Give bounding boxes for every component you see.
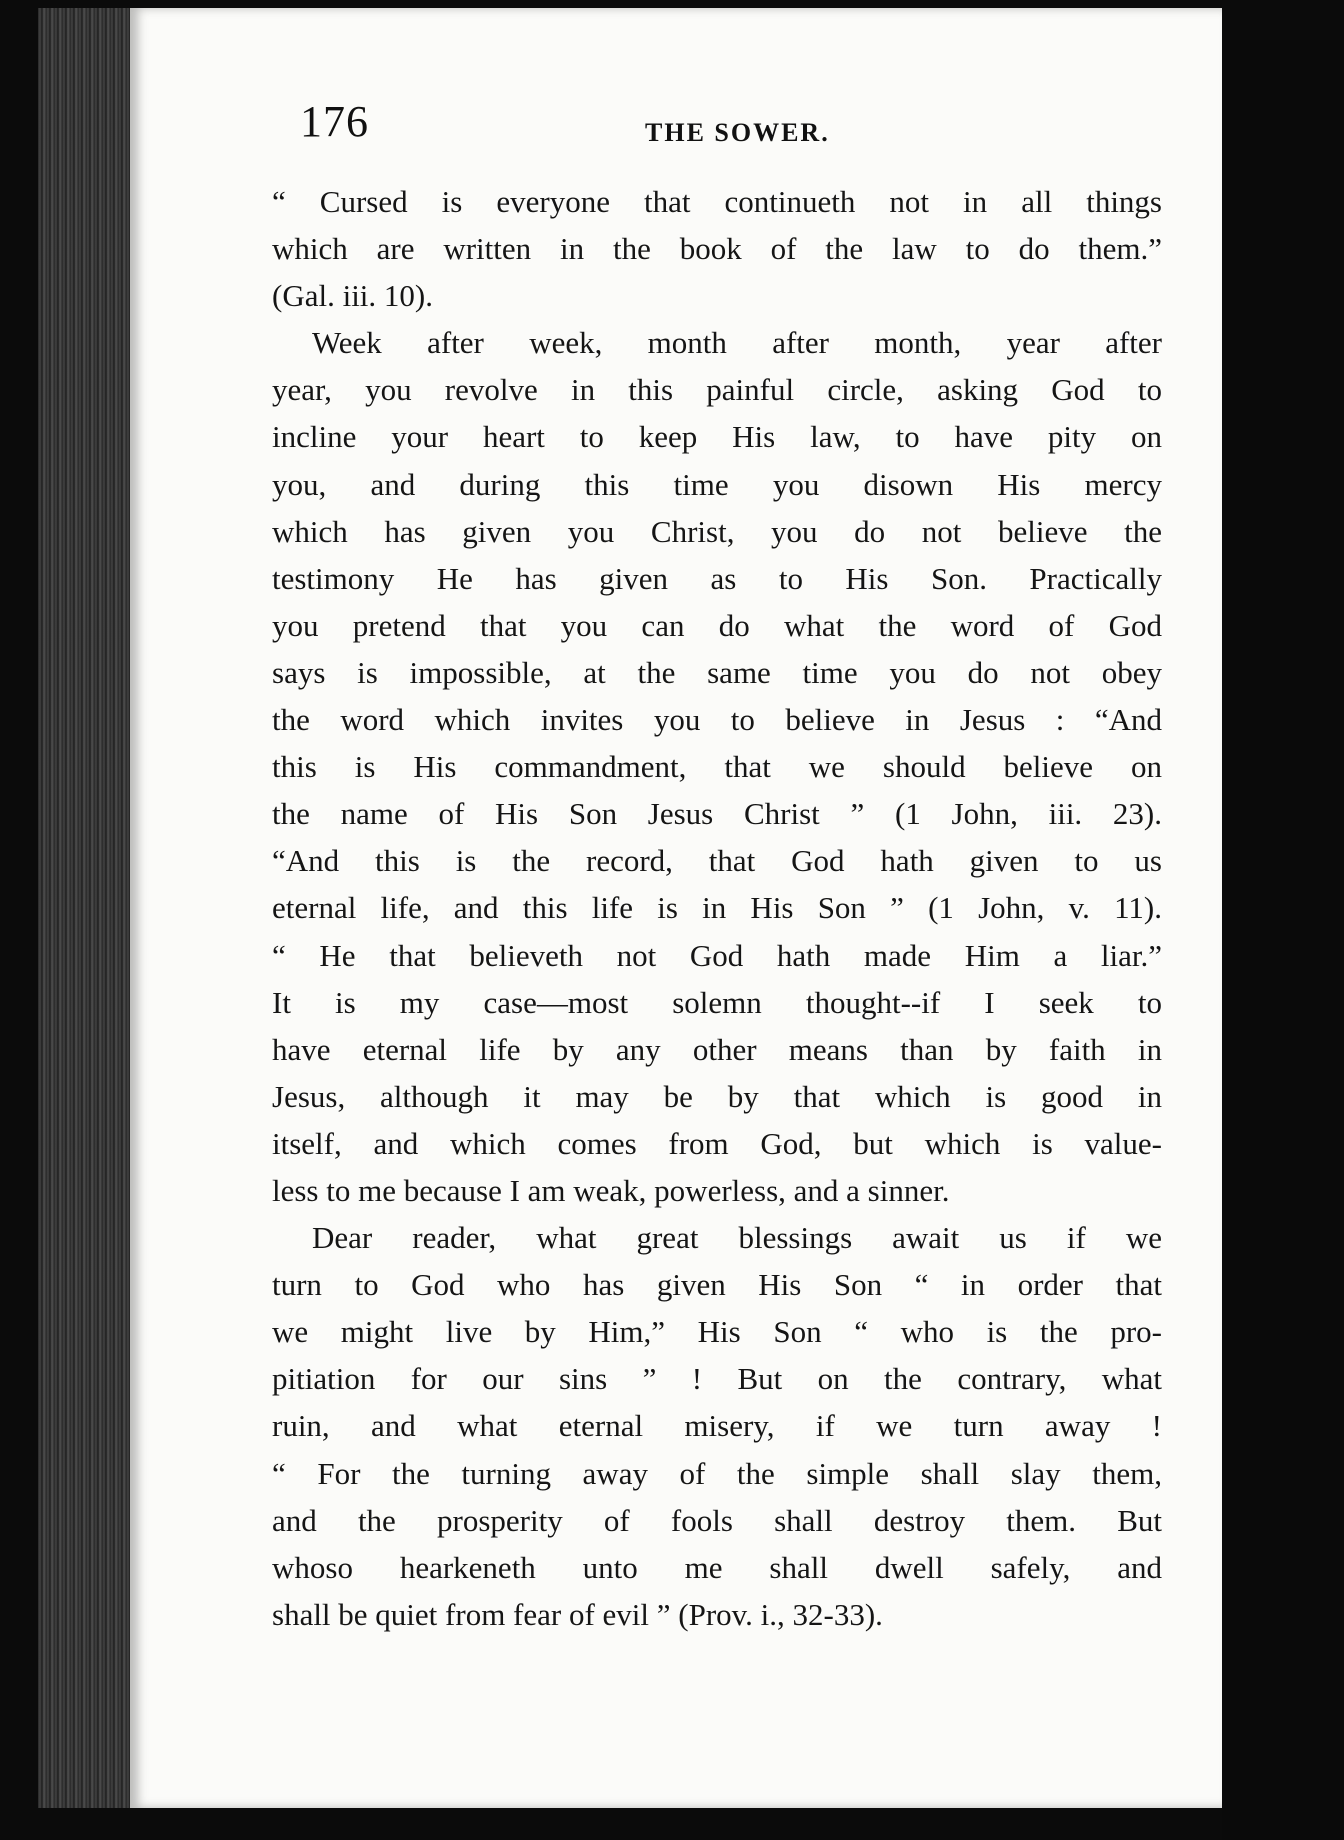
text-line: less to me because I am weak, powerless, and a sinner. — [272, 1172, 950, 1208]
text-line: Dear reader, what great blessings await us if we — [312, 1220, 1162, 1256]
text-line: this is His commandment, that we should believe on — [272, 749, 1162, 785]
text-line: “ For the turning away of the simple shall slay them, — [272, 1455, 1162, 1491]
text-line: have eternal life by any other means than by faith in — [272, 1031, 1162, 1067]
text-line: year, you revolve in this painful circle, asking God to — [272, 372, 1162, 408]
text-line: and the prosperity of fools shall destroy them. But — [272, 1502, 1162, 1538]
text-line: turn to God who has given His Son “ in order that — [272, 1267, 1162, 1303]
text-line: shall be quiet from fear of evil ” (Prov. i., 32-33). — [272, 1596, 883, 1632]
scan-background — [1222, 40, 1344, 1840]
text-line: It is my case—most solemn thought--if I seek to — [272, 984, 1162, 1020]
running-head: THE SOWER. — [645, 118, 830, 147]
text-line: “ Cursed is everyone that continueth not in all things — [272, 184, 1162, 219]
page-header — [300, 96, 1160, 156]
text-line: which has given you Christ, you do not believe the — [272, 513, 1162, 549]
text-line: pitiation for our sins ” ! But on the contrary, what — [272, 1361, 1162, 1397]
text-line: itself, and which comes from God, but which is value- — [272, 1125, 1162, 1161]
text-line: “And this is the record, that God hath given to us — [272, 843, 1162, 879]
text-line: the word which invites you to believe in Jesus : “And — [272, 702, 1162, 738]
text-line: incline your heart to keep His law, to have pity on — [272, 419, 1162, 455]
text-line: whoso hearkeneth unto me shall dwell safely, and — [272, 1549, 1162, 1585]
body-text — [272, 178, 1162, 1638]
text-line: says is impossible, at the same time you do not obey — [272, 654, 1162, 690]
text-line: the name of His Son Jesus Christ ” (1 John, iii. 23). — [272, 796, 1162, 832]
text-line: you pretend that you can do what the word of God — [272, 607, 1162, 643]
text-line: (Gal. iii. 10). — [272, 278, 433, 314]
text-line: “ He that believeth not God hath made Him a liar.” — [272, 937, 1162, 973]
text-line: which are written in the book of the law to do them.” — [272, 231, 1162, 267]
text-line: Jesus, although it may be by that which is good in — [272, 1078, 1162, 1114]
text-line: we might live by Him,” His Son “ who is the pro- — [272, 1314, 1162, 1350]
text-line: Week after week, month after month, year after — [312, 325, 1162, 361]
text-line: you, and during this time you disown His mercy — [272, 466, 1162, 502]
text-line: eternal life, and this life is in His Son ” (1 John, v. 11). — [272, 890, 1162, 926]
page-edges — [38, 8, 138, 1808]
text-line: ruin, and what eternal misery, if we turn away ! — [272, 1408, 1162, 1444]
text-line: testimony He has given as to His Son. Practically — [272, 560, 1162, 596]
page-number: 176 — [300, 97, 369, 146]
